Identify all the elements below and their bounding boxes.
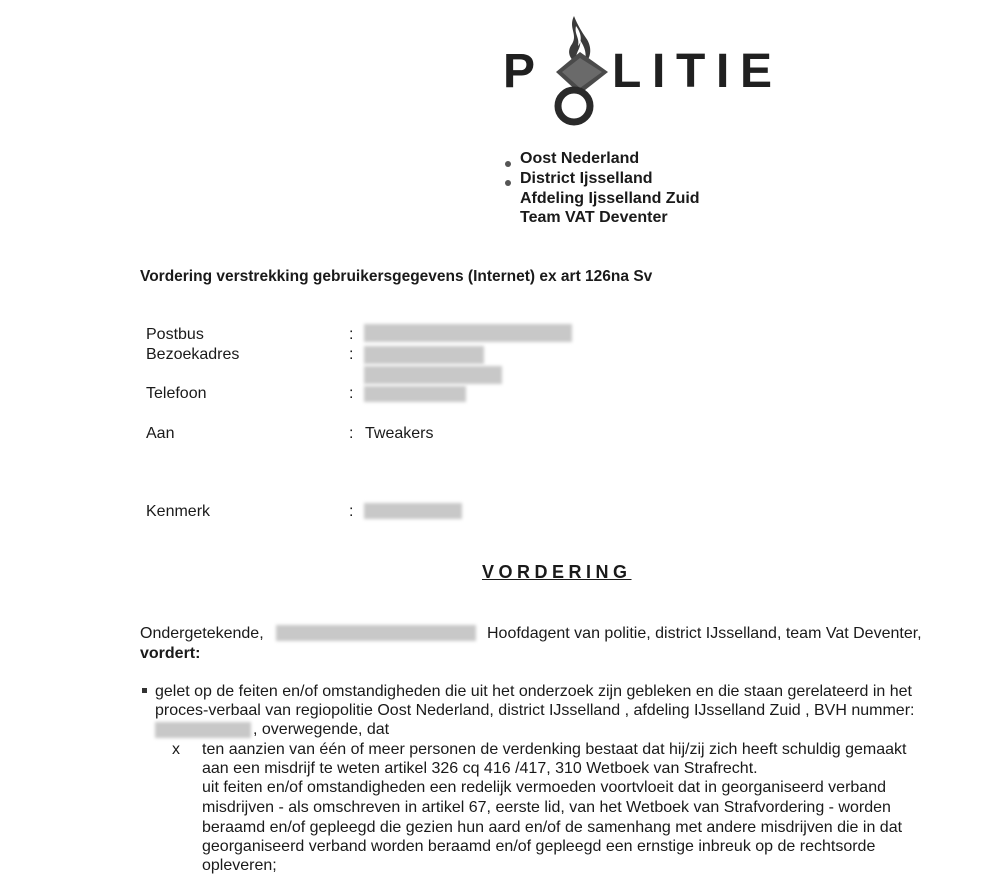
logo-letter-i2: I: [716, 45, 730, 98]
paragraph-bullet: [142, 688, 147, 693]
bullet-line-3: , overwegende, dat: [253, 721, 390, 738]
org-district: District Ijsselland: [520, 170, 653, 187]
kenmerk-label: Kenmerk: [146, 503, 211, 520]
aan-value: Tweakers: [365, 425, 434, 442]
vordert-text: vordert:: [140, 645, 201, 662]
bullet-line-1: gelet op de feiten en/of omstandigheden die uit het onderzoek zijn gebleken en die staan gerelateerd in het: [155, 683, 912, 700]
logo-letter-p: P: [503, 45, 536, 98]
bezoekadres-label: Bezoekadres: [146, 346, 240, 363]
redacted-telefoon: [364, 386, 466, 402]
telefoon-label: Telefoon: [146, 385, 207, 402]
ondergetekende-text: Ondergetekende,: [140, 625, 264, 642]
redacted-bvh-number: [155, 722, 251, 738]
postbus-label: Postbus: [146, 326, 204, 343]
bullet-line-2: proces-verbaal van regiopolitie Oost Nederland, district IJsselland , afdeling IJsselland Zuid , BVH nummer:: [155, 702, 915, 719]
officer-rank-text: Hoofdagent van politie, district IJsselland, team Vat Deventer,: [487, 625, 922, 642]
x-line-7: opleveren;: [202, 857, 277, 874]
redacted-officer-name: [276, 625, 476, 641]
x-line-1: ten aanzien van één of meer personen de verdenking bestaat dat hij/zij zich heeft schuldig gemaakt: [202, 741, 907, 758]
redacted-bezoekadres-1: [364, 346, 484, 364]
logo-letter-e: E: [740, 45, 773, 98]
x-line-5: beraamd en/of gepleegd die gezien hun aard en/of de samenhang met andere misdrijven die in dat: [202, 819, 903, 836]
logo-letter-i1: I: [652, 45, 666, 98]
bezoekadres-colon: :: [349, 346, 354, 363]
x-marker: x: [172, 741, 180, 758]
redacted-bezoekadres-2: [364, 366, 502, 384]
police-flame-emblem-icon: [548, 14, 612, 129]
redacted-postbus: [364, 324, 572, 342]
org-team: Team VAT Deventer: [520, 209, 668, 226]
logo-letter-l: L: [612, 45, 642, 98]
kenmerk-colon: :: [349, 503, 354, 520]
document-heading: Vordering verstrekking gebruikersgegevens (Internet) ex art 126na Sv: [140, 268, 653, 285]
org-region: Oost Nederland: [520, 150, 640, 167]
logo-letter-t: T: [676, 45, 706, 98]
x-line-3: uit feiten en/of omstandigheden een redelijk vermoeden voortvloeit dat in georganiseerd verband: [202, 779, 886, 796]
org-department: Afdeling Ijsselland Zuid: [520, 190, 700, 207]
vordering-title: VORDERING: [482, 562, 632, 582]
x-line-2: aan een misdrijf te weten artikel 326 cq 416 /417, 310 Wetboek van Strafrecht.: [202, 760, 758, 777]
x-line-6: georganiseerd verband worden beraamd en/of gepleegd een ernstige inbreuk op de rechtsorde: [202, 838, 876, 855]
aan-colon: :: [349, 425, 354, 442]
postbus-colon: :: [349, 326, 354, 343]
org-bullet-2: [505, 180, 511, 186]
org-bullet-1: [505, 161, 511, 167]
aan-label: Aan: [146, 425, 175, 442]
x-line-4: misdrijven - als omschreven in artikel 67, eerste lid, van het Wetboek van Strafvordering - worden: [202, 799, 891, 816]
redacted-kenmerk: [364, 503, 462, 519]
telefoon-colon: :: [349, 385, 354, 402]
